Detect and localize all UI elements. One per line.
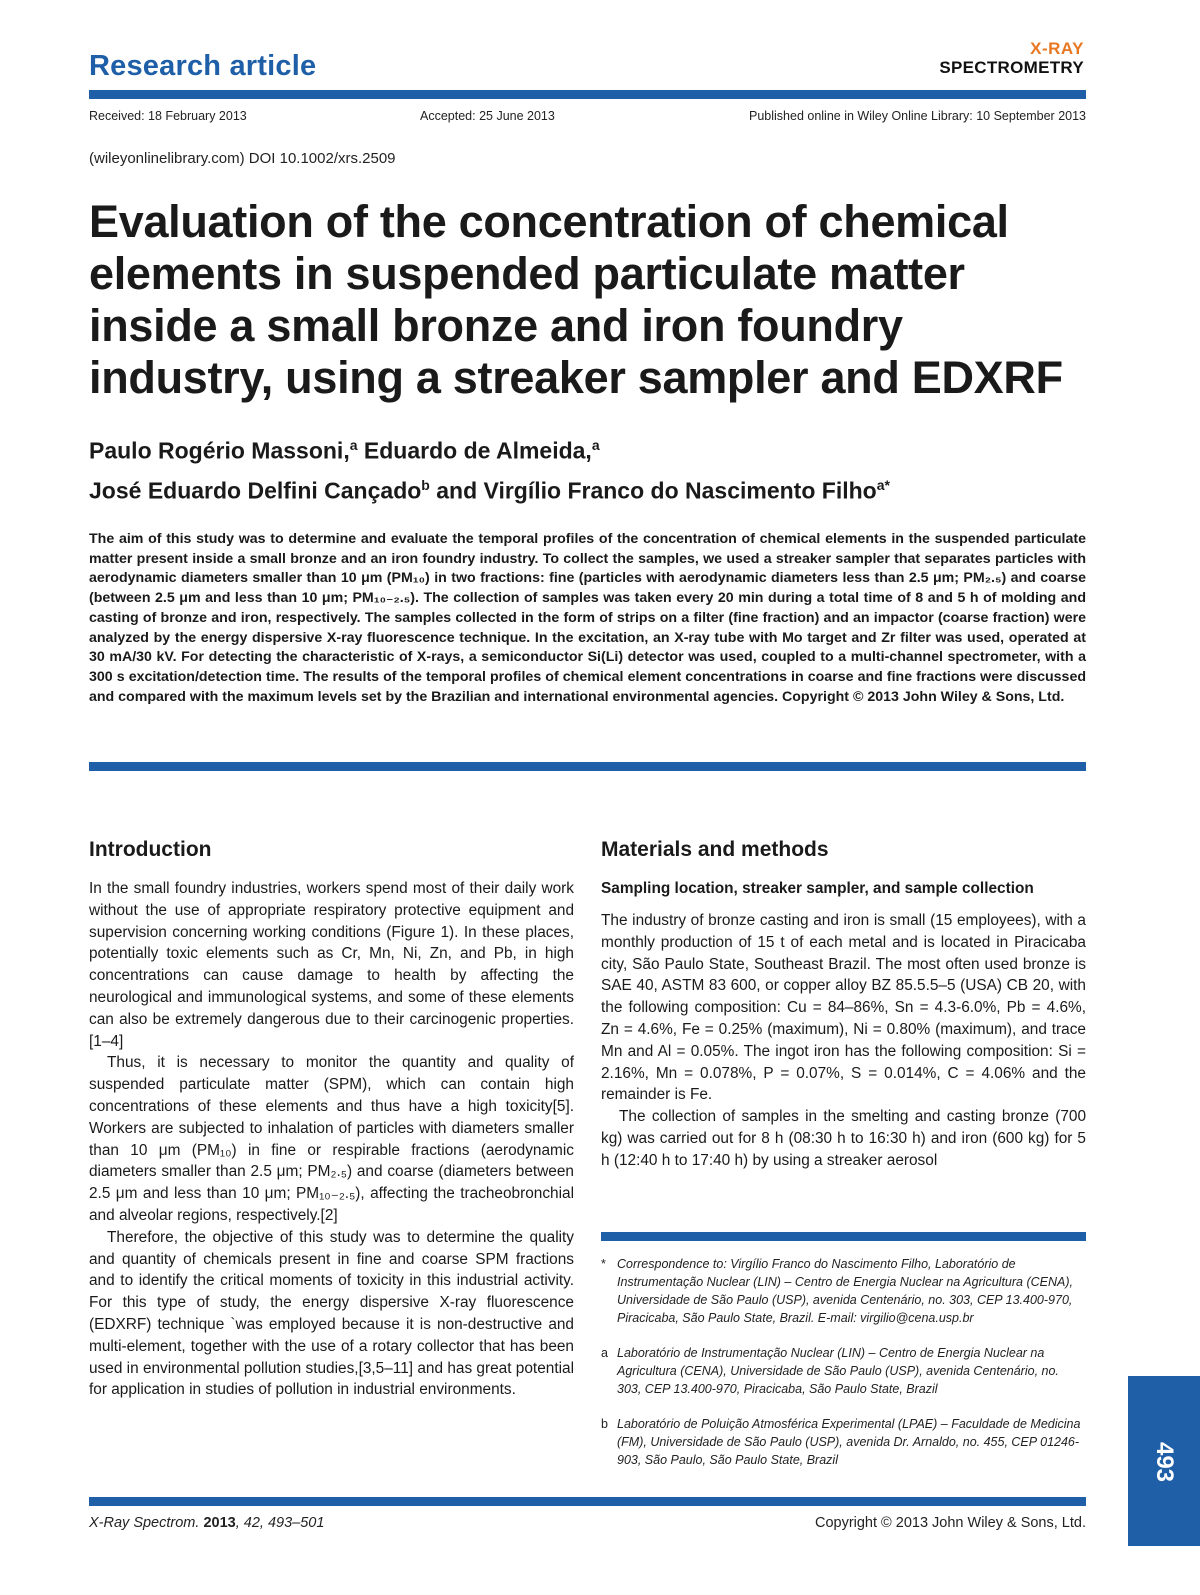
accepted-date: Accepted: 25 June 2013 — [420, 109, 555, 123]
author-affiliation-mark: a — [349, 437, 358, 453]
author-affiliation-mark: a — [591, 437, 600, 453]
footer-copyright: Copyright © 2013 John Wiley & Sons, Ltd. — [814, 1515, 1086, 1531]
footnote-correspondence — [601, 1255, 1086, 1327]
paragraph: In the small foundry industries, workers spend most of their daily work without the use of appropriate respiratory protective equipment and supervision concerning working conditions (Figure 1). In these places, potentially toxic elements such as Cr, Mn, Ni, Zn, and Pb, in high concentrations can cause damage to health by affecting the neurological and immunological systems, and some of these elements can also be extremely dangerous due to their carcinogenic properties.[1–4] — [89, 880, 574, 1050]
paragraph: The industry of bronze casting and iron is small (15 employees), with a monthly production of 15 t of each metal and is located in Piracicaba city, São Paulo State, Southeast Brazil. The most often used bronze is SAE 40, ASTM 83 600, or copper alloy BZ 85.5.5–5 (USA) CB 20, with the following composition: Cu = 84–86%, Sn = 4.3-6.0%, Pb = 4.6%, Zn = 4.6%, Fe = 0.25% (maximum), Ni = 0.80% (maximum), and trace Mn and Al = 0.05%. The ingot iron has the following composition: Si = 2.16%, Mn = 0.078%, P = 0.07%, S = 0.014%, C = 4.06% and the remainder is Fe. — [601, 912, 1086, 1104]
journal-logo-top: X-RAY — [1030, 39, 1084, 58]
footnote-affiliation-a — [601, 1344, 1086, 1398]
author-list — [89, 428, 1089, 507]
abstract-rule — [89, 762, 1086, 771]
journal-logo — [939, 40, 1084, 76]
methods-body — [601, 910, 1086, 1172]
article-title: Evaluation of the concentration of chemical elements in suspended particulate matter inside a small bronze and iron foundry industry, using a streaker sampler and EDXRF — [89, 196, 1063, 403]
author-name: Eduardo de Almeida, — [363, 437, 592, 464]
author-affiliation-mark: b — [421, 476, 430, 493]
paragraph: Thus, it is necessary to monitor the quantity and quality of suspended particulate matter (SPM), which can contain high concentrations of these elements and thus have a high toxicity[5]. Workers are subjected to inhalation of particles with diameters smaller than 10 μm (PM₁₀) in fine or respirable fractions (aerodynamic diameters smaller than 2.5 μm; PM₂.₅) and coarse (diameters between 2.5 μm and less than 10 μm; PM₁₀₋₂.₅), affecting the tracheobronchial and alveolar regions, respectively.[2] — [89, 1054, 574, 1224]
footnote-text: Laboratório de Poluição Atmosférica Experimental (LPAE) – Faculdade de Medicina (FM), Universidade de São Paulo (USP), avenida Dr. Arnaldo, no. 455, CEP 01246-903, São Paulo, São Paulo State, Brazil — [617, 1417, 1081, 1467]
author-name: José Eduardo Delfini Cançado — [89, 477, 422, 504]
footnote-affiliation-b — [601, 1415, 1086, 1469]
author-affiliation-mark: a* — [876, 476, 890, 493]
paragraph: The collection of samples in the smelting and casting bronze (700 kg) was carried out for 8 h (08:30 h to 16:30 h) and iron (600 kg) for 5 h (12:40 h to 17:40 h) by using a streaker aerosol — [601, 1108, 1086, 1169]
introduction-heading: Introduction — [89, 838, 212, 861]
introduction-body — [89, 878, 574, 1401]
journal-year: 2013 — [203, 1515, 236, 1531]
author-name: and Virgílio Franco do Nascimento Filho — [436, 477, 877, 504]
methods-subheading: Sampling location, streaker sampler, and sample collection — [601, 880, 1034, 897]
header-rule — [89, 90, 1086, 99]
footnote-text: Laboratório de Instrumentação Nuclear (LIN) – Centro de Energia Nuclear na Agricultura (CENA), Universidade de São Paulo (USP), avenida Centenário, no. 303, CEP 13.400-970, Piracicaba, São Paulo State, Brazil — [617, 1346, 1059, 1396]
footnote-text: Correspondence to: Virgílio Franco do Nascimento Filho, Laboratório de Instrumentação Nuclear (LIN) – Centro de Energia Nuclear na Agricultura (CENA), Universidade de São Paulo (USP), avenida Centenário, no. 303, CEP 13.400-970, Piracicaba, São Paulo State, Brazil. E-mail: virgilio@cena.usp.br — [617, 1257, 1073, 1325]
received-date: Received: 18 February 2013 — [89, 109, 247, 123]
footnote-mark: * — [601, 1257, 606, 1271]
footnote-mark: a — [601, 1346, 608, 1360]
journal-logo-bottom: SPECTROMETRY — [939, 58, 1084, 77]
journal-name: X-Ray Spectrom. — [89, 1515, 200, 1531]
paragraph: Therefore, the objective of this study was to determine the quality and quantity of chemicals present in fine and coarse SPM fractions and to identify the critical moments of toxicity in this industrial activity. For this type of study, the energy dispersive X-ray fluorescence (EDXRF) technique `was employed because it is non-destructive and multi-element, together with the use of a rotary collector that has been used in environmental pollution studies,[3,5–11] and has great potential for application in studies of pollution in industrial environments. — [89, 1228, 574, 1399]
journal-volume-pages: , 42, 493–501 — [235, 1515, 325, 1531]
footer-rule — [89, 1497, 1086, 1506]
section-label: Research article — [89, 50, 317, 82]
abstract: The aim of this study was to determine and evaluate the temporal profiles of the concentration of chemical elements in the suspended particulate matter present inside a small bronze and an iron foundry industry. To collect the samples, we used a streaker sampler that separates particles with aerodynamic diameters smaller than 10 μm (PM₁₀) in two fractions: fine (particles with aerodynamic diameters less than 2.5 μm; PM₂.₅) and coarse (between 2.5 μm and less than 10 μm; PM₁₀₋₂.₅). The collection of samples was taken every 20 min during a total time of 8 and 5 h of molding and casting of bronze and iron, respectively. The samples collected in the form of strips on a filter (fine fraction) and an impactor (coarse fraction) were analyzed by the energy dispersive X-ray fluorescence technique. In the excitation, an X-ray tube with Mo target and Zr filter was used, operated at 30 mA/30 kV. For detecting the characteristic of X-rays, a semiconductor Si(Li) detector was used, coupled to a multi-channel spectrometer, with a 300 s excitation/detection time. The results of the temporal profiles of chemical element concentrations in coarse and fine fractions were discussed and compared with the maximum levels set by the Brazilian and international environmental agencies. Copyright © 2013 John Wiley & Sons, Ltd. — [89, 531, 1086, 705]
footnote-mark: b — [601, 1417, 608, 1431]
page-number: 493 — [1151, 1441, 1178, 1483]
footnote-rule — [601, 1232, 1086, 1241]
journal-citation — [89, 1515, 324, 1531]
methods-heading: Materials and methods — [601, 838, 829, 861]
author-name: Paulo Rogério Massoni, — [89, 437, 350, 464]
doi-line: (wileyonlinelibrary.com) DOI 10.1002/xrs.2509 — [89, 150, 396, 167]
page-number-tab — [1128, 1376, 1200, 1546]
published-date: Published online in Wiley Online Library: 10 September 2013 — [749, 109, 1086, 123]
